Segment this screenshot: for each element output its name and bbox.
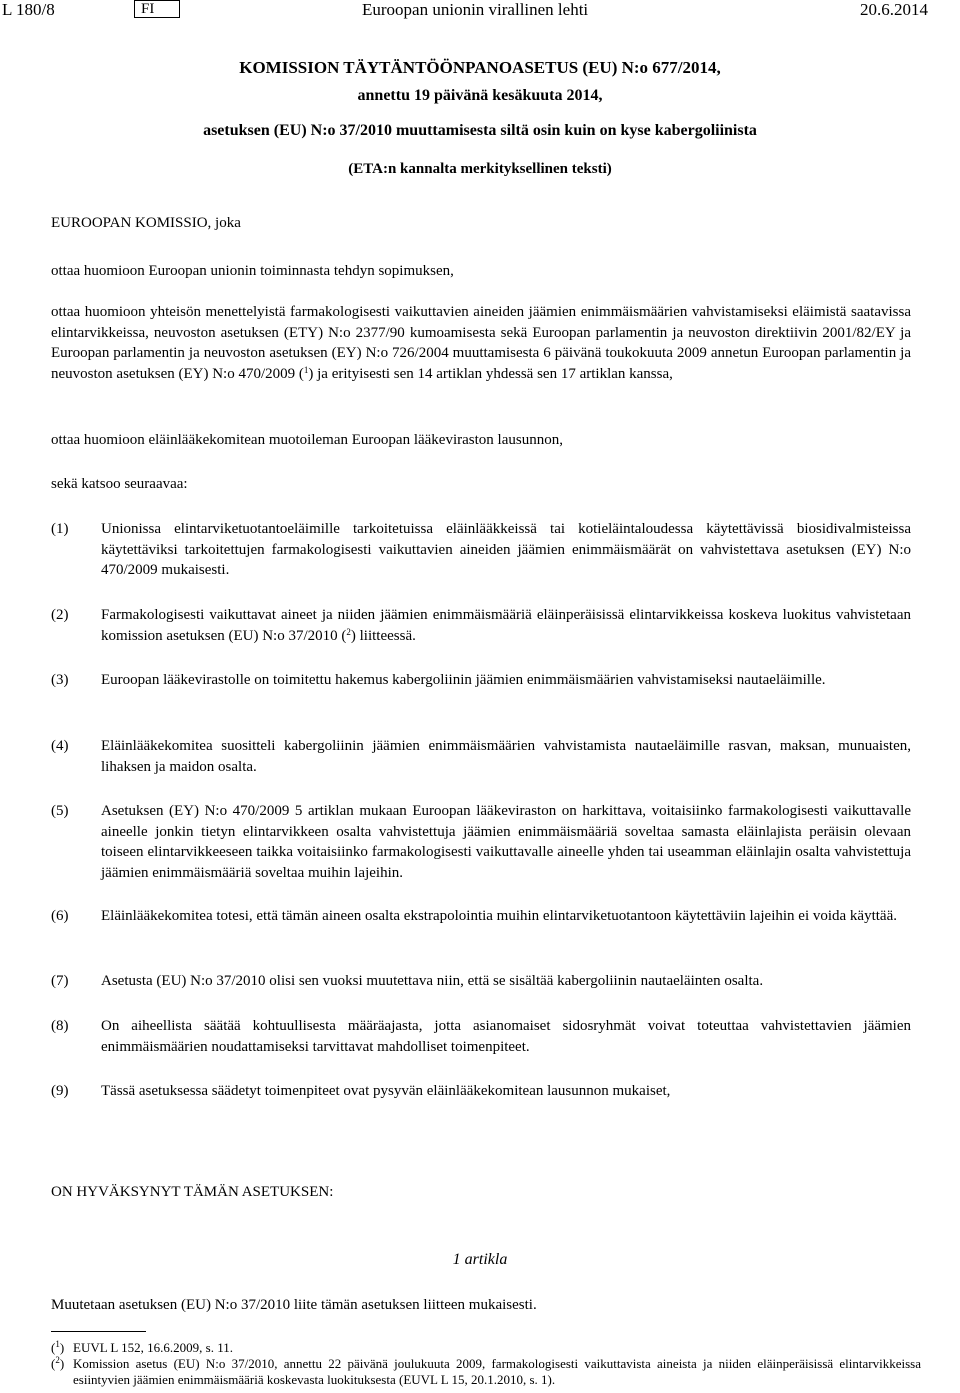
citation-regulation: ottaa huomioon yhteisön menettelyistä farmakologisesti vaikuttavien aineiden jäämien enimmäismäärien vahvistamiseksi eläimistä saatavissa elintarvikkeissa, neuvoston asetuksen (ETY) N:o 2377/90 kumoamisesta sekä Euroopan parlamentin ja neuvoston direktiivin 2001/82/EY ja Euroopan parlamentin ja neuvoston asetuksen (EY) N:o 726/2004 muuttamisesta 6 päivänä toukokuuta 2009 annetun Euroopan parlamentin ja neuvoston asetuksen (EY) N:o 470/2009 ($^1$) ja erityisesti sen 14 artiklan yhdessä sen 17 artiklan kanssa, xyxy=(51,304,911,382)
language-badge: FI xyxy=(134,0,180,18)
whereas-intro: sekä katsoo seuraavaa: xyxy=(51,476,188,492)
recital: (5) Asetuksen (EY) N:o 470/2009 5 artiklan mukaan Euroopan lääkeviraston on harkittava, voitaisiinko farmakologisesti vaikuttavalle aineelle jonkin tietyn elintarvikkeen osalta vahvistettuja jäämien enimmäismääriä soveltaa samasta eläinlajista peräisin olevaan toiseen elintarvikkeeseen taikka voitaisiinko farmakologisesti vaikuttavalle aineelle yhden tai useamman eläinlajin osalta vahvistettuja jäämien enimmäismääriä soveltaa muihin lajeihin. xyxy=(51,803,911,881)
footnote-ref-1: 1 xyxy=(303,364,309,375)
publication-date: 20.6.2014 xyxy=(860,0,928,19)
recital: (1) Unionissa elintarviketuotantoeläimille tarkoitetuissa eläinlääkkeissä tai kotieläintaloudessa käytettävissä biosidivalmisteissa käytettäviksi tarkoitettujen farmakologisesti vaikuttavien aineiden jäämien enimmäismäärät on vahvistettava asetuksen (EY) N:o 470/2009 mukaisesti. xyxy=(51,521,911,578)
footnote: ($^2$) Komission asetus (EU) N:o 37/2010, annettu 22 päivänä joulukuuta 2009, farmakologisesti vaikuttavista aineista ja niiden eläinperäisissä elintarvikkeissa esiintyvien jäämien enimmäismääriä koskevasta luokituksesta (EUVL L 15, 20.1.2010, s. 1). xyxy=(51,1355,921,1387)
journal-title: Euroopan unionin virallinen lehti xyxy=(362,0,589,19)
citation-treaty: ottaa huomioon Euroopan unionin toiminnasta tehdyn sopimuksen, xyxy=(51,263,454,279)
recital: (8) On aiheellista säätää kohtuullisesta määräajasta, jotta asianomaiset sidosryhmät voivat toteuttaa vahvistettavien jäämien enimmäismäärien noudattamiseksi tarvittavat mahdolliset toimenpiteet. xyxy=(51,1018,911,1055)
citation-opinion: ottaa huomioon eläinlääkekomitean muotoileman Euroopan lääkeviraston lausunnon, xyxy=(51,432,563,448)
regulation-subject: asetuksen (EU) N:o 37/2010 muuttamisesta siltä osin kuin on kyse kabergoliinista xyxy=(203,122,757,139)
page-reference: L 180/8 xyxy=(2,0,55,19)
article-text: Muutetaan asetuksen (EU) N:o 37/2010 liite tämän asetuksen liitteen mukaisesti. xyxy=(51,1297,537,1313)
regulation-title: KOMISSION TÄYTÄNTÖÖNPANOASETUS (EU) N:o 677/2014, xyxy=(239,58,721,77)
recital: (3) Euroopan lääkevirastolle on toimitettu hakemus kabergoliinin jäämien enimmäismäärien vahvistamiseksi nautaeläimille. xyxy=(51,672,826,688)
recital: (4) Eläinlääkekomitea suositteli kabergoliinin jäämien enimmäismäärien vahvistamista nautaeläimille rasvan, maksan, munuaisten, lihaksen ja maidon osalta. xyxy=(51,738,911,775)
recital: (7) Asetusta (EU) N:o 37/2010 olisi sen vuoksi muutettava niin, että se sisältää kabergoliinin nautaeläinten osalta. xyxy=(51,973,764,989)
recital: (6) Eläinlääkekomitea totesi, että tämän aineen osalta ekstrapolointia muihin elintarviketuotantoon käytettäviin lajeihin ei voida käyttää. xyxy=(51,908,897,924)
recital: (2) Farmakologisesti vaikuttavat aineet ja niiden jäämien enimmäismääriä eläinperäisissä elintarvikkeissa koskeva luokitus vahvistetaan komission asetuksen (EU) N:o 37/2010 ($^2$) liitteessä. xyxy=(51,607,911,644)
regulation-date: annettu 19 päivänä kesäkuuta 2014, xyxy=(357,87,603,104)
enacting-formula: ON HYVÄKSYNYT TÄMÄN ASETUKSEN: xyxy=(51,1184,334,1200)
footnote: ($^1$) EUVL L 152, 16.6.2009, s. 11. xyxy=(51,1339,233,1355)
eea-relevance: (ETA:n kannalta merkityksellinen teksti) xyxy=(348,161,612,177)
footnote-divider xyxy=(51,1331,146,1332)
recital: (9) Tässä asetuksessa säädetyt toimenpiteet ovat pysyvän eläinlääkekomitean lausunnon mukaiset, xyxy=(51,1083,671,1099)
footnote-ref-2: 2 xyxy=(346,626,351,637)
article-heading: 1 artikla xyxy=(452,1251,508,1268)
institution: EUROOPAN KOMISSIO, joka xyxy=(51,215,241,231)
